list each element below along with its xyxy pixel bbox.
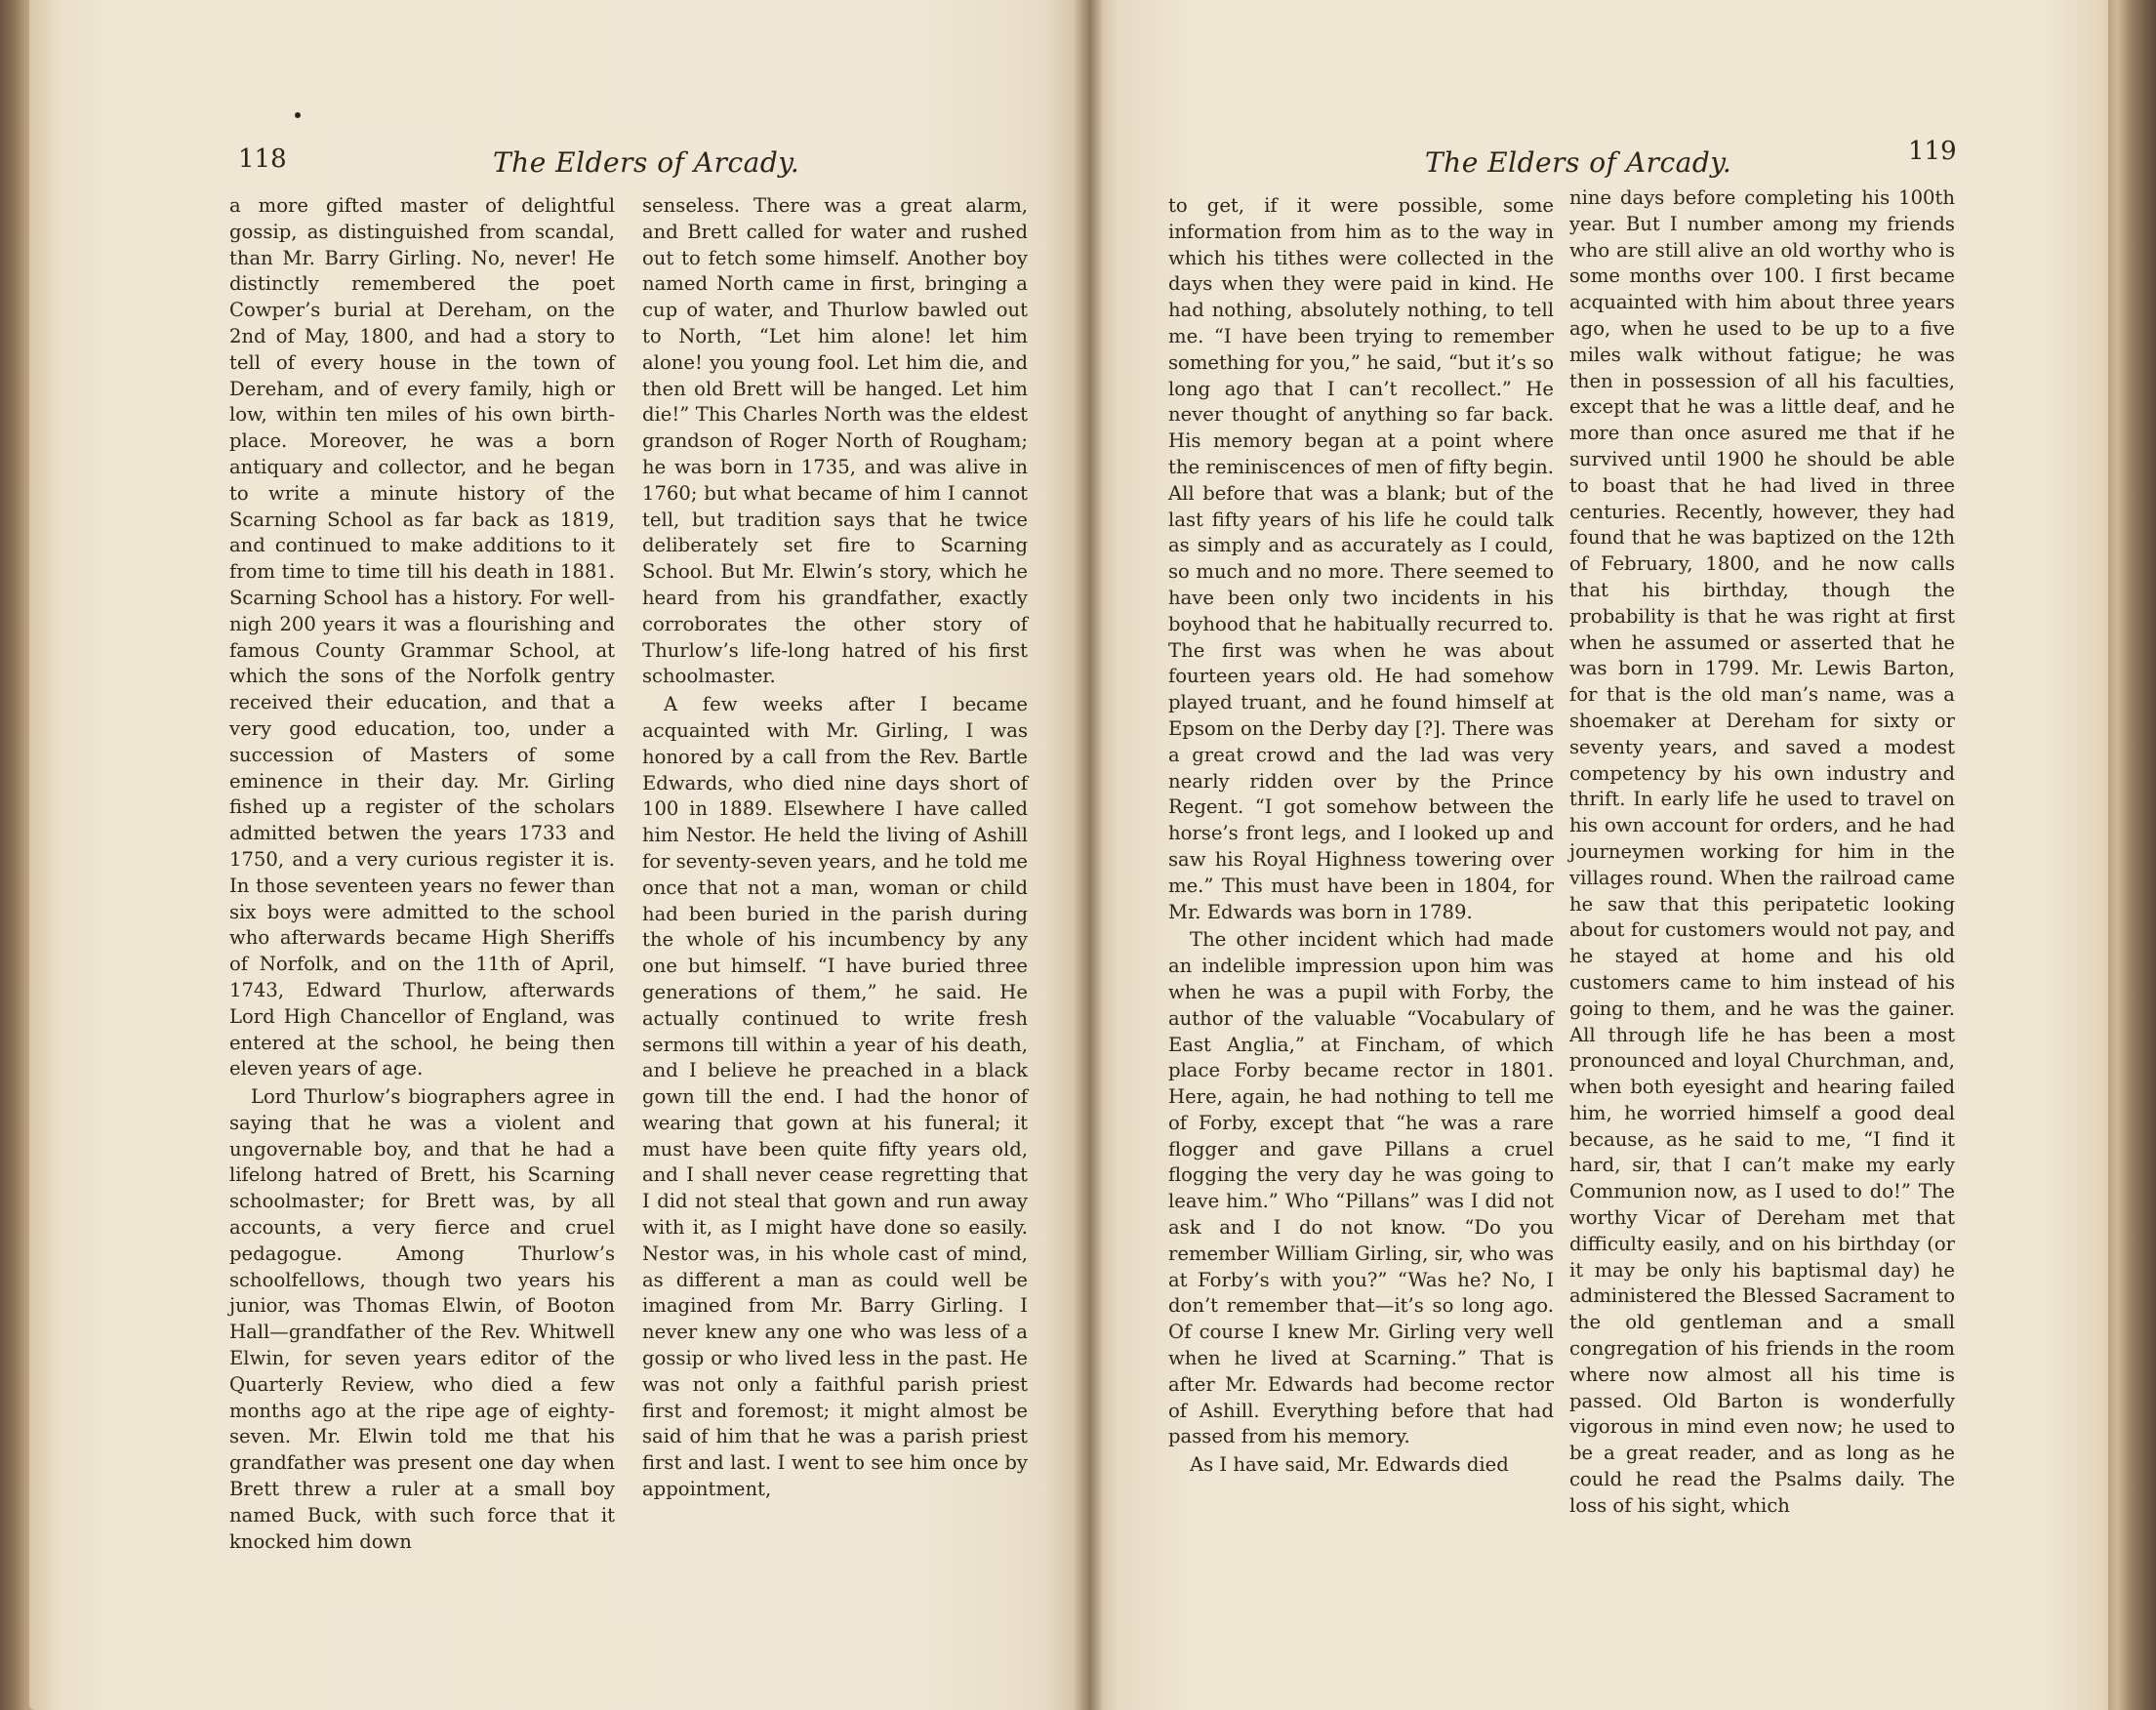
page-edges [2108, 0, 2156, 1710]
running-head-right: The Elders of Arcady. [1425, 146, 1732, 179]
paragraph: The other incident which had made an indelible impression upon him was when he was a pupil with Forby, the author of the valuable “Vocabulary of East Anglia,” at Fincham, of which place Forby became rector in 1801. Here, again, he had nothing to tell me of Forby, except that “he was a rare flogger and gave Pillans a cruel flogging the very day he was going to leave him.” Who “Pillans” was I did not ask and I do not know. “Do you remember William Girling, sir, who was at Forby’s with you?” “Was he? No, I don’t remember that—it’s so long ago. Of course I knew Mr. Girling very well when he lived at Scarning.” That is after Mr. Edwards had become rector of Ashill. Everything before that had passed from his memory. [1168, 928, 1554, 1448]
paragraph: A few weeks after I became acquainted with Mr. Girling, I was honored by a call from the Rev. Bartle Edwards, who died nine days short of 100 in 1889. Elsewhere I have called him Nestor. He held the living of Ashill for seventy-seven years, and he told me once that not a man, woman or child had been buried in the parish during the whole of his incumbency by any one but himself. “I have buried three generations of them,” he said. He actually continued to write fresh sermons till within a year of his death, and I believe he preached in a black gown till the end. I had the honor of wearing that gown at his funeral; it must have been quite fifty years old, and I shall never cease regretting that I did not steal that gown and run away with it, as I might have done so easily. Nestor was, in his whole cast of mind, as different a man as could well be imagined from Mr. Barry Girling. I never knew any one who was less of a gossip or who lived less in the past. He was not only a faithful parish priest first and foremost; it might almost be said of him that he was a parish priest first and last. I went to see him once by appointment, [642, 693, 1028, 1501]
page-number-right: 119 [1908, 137, 1957, 166]
ink-speck [295, 112, 301, 118]
right-column-2 [1569, 185, 1955, 1520]
running-head-left: The Elders of Arcady. [493, 146, 800, 179]
paragraph: Lord Thurlow’s biographers agree in saying that he was a violent and ungovernable boy, and that he had a lifelong hatred of Brett, his Scarning schoolmaster; for Brett was, by all accounts, a very fierce and cruel pedagogue. Among Thurlow’s schoolfellows, though two years his junior, was Thomas Elwin, of Booton Hall—grandfather of the Rev. Whitwell Elwin, for seven years editor of the Quarterly Review, who died a few months ago at the ripe age of eighty-seven. Mr. Elwin told me that his grandfather was present one day when Brett threw a ruler at a small boy named Buck, with such force that it knocked him down [229, 1085, 615, 1553]
paragraph: to get, if it were possible, some information from him as to the way in which his tithes were collected in the days when they were paid in kind. He had nothing, absolutely nothing, to tell me. “I have been trying to remember something for you,” he said, “but it’s so long ago that I can’t recollect.” He never thought of anything so far back. His memory began at a point where the reminiscences of men of fifty begin. All before that was a blank; but of the last fifty years of his life he could talk as simply and as accurately as I could, so much and no more. There seemed to have been only two incidents in his boyhood that he habitually recurred to. The first was when he was about fourteen years old. He had somehow played truant, and he found himself at Epsom on the Derby day [?]. There was a great crowd and the lad was very nearly ridden over by the Prince Regent. “I got somehow between the horse’s front legs, and I looked up and saw his Royal Highness towering over me.” This must have been in 1804, for Mr. Edwards was born in 1789. [1168, 194, 1554, 923]
paragraph: a more gifted master of delightful gossip, as distinguished from scandal, than Mr. Barry Girling. No, never! He distinctly remembered the poet Cowper’s burial at Dereham, on the 2nd of May, 1800, and had a story to tell of every house in the town of Dereham, and of every family, high or low, within ten miles of his own birth-place. Moreover, he was a born antiquary and collector, and he began to write a minute history of the Scarning School as far back as 1819, and continued to make additions to it from time to time till his death in 1881. Scarning School has a history. For well-nigh 200 years it was a flourishing and famous County Grammar School, at which the sons of the Norfolk gentry received their education, and that a very good education, too, under a succession of Masters of some eminence in their day. Mr. Girling fished up a register of the scholars admitted betwen the years 1733 and 1750, and a very curious register it is. In those seventeen years no fewer than six boys were admitted to the school who afterwards became High Sheriffs of Norfolk, and on the 11th of April, 1743, Edward Thurlow, afterwards Lord High Chancellor of England, was entered at the school, he being then eleven years of age. [229, 194, 615, 1080]
left-column-2 [642, 193, 1028, 1503]
book-gutter [1074, 0, 1103, 1710]
paragraph: nine days before completing his 100th year. But I number among my friends who are still alive an old worthy who is some months over 100. I first became acquainted with him about three years ago, when he used to be up to a five miles walk without fatigue; he was then in possession of all his faculties, except that he was a little deaf, and he more than once asured me that if he survived until 1900 he should be able to boast that he had lived in three centuries. Recently, however, they had found that he was baptized on the 12th of February, 1800, and he now calls that his birthday, though the probability is that he was right at first when he assumed or asserted that he was born in 1799. Mr. Lewis Barton, for that is the old man’s name, was a shoemaker at Dereham for sixty or seventy years, and saved a modest competency by his own industry and thrift. In early life he used to travel on his own account for orders, and he had journeymen working for him in the villages round. When the railroad came he saw that this peripatetic looking about for customers would not pay, and he stayed at home and his old customers came to him instead of his going to them, and he was the gainer. All through life he has been a most pronounced and loyal Churchman, and, when both eyesight and hearing failed him, he worried himself a good deal because, as he said to me, “I find it hard, sir, that I can’t make my early Communion now, as I used to do!” The worthy Vicar of Dereham met that difficulty easily, and on his birthday (or it may be only his baptismal day) he administered the Blessed Sacrament to the old gentleman and a small congregation of his friends in the room where now almost all his time is passed. Old Barton is wonderfully vigorous in mind even now; he used to be a great reader, and as long as he could he read the Psalms daily. The loss of his sight, which [1569, 186, 1955, 1517]
paragraph: As I have said, Mr. Edwards died [1190, 1453, 1509, 1477]
left-page [29, 0, 1088, 1710]
right-page [1088, 0, 2133, 1710]
paragraph: senseless. There was a great alarm, and Brett called for water and rushed out to fetch some himself. Another boy named North came in first, bringing a cup of water, and Thurlow bawled out to North, “Let him alone! let him alone! you young fool. Let him die, and then old Brett will be hanged. Let him die!” This Charles North was the eldest grandson of Roger North of Rougham; he was born in 1735, and was alive in 1760; but what became of him I cannot tell, but tradition says that he twice deliberately set fire to Scarning School. But Mr. Elwin’s story, which he heard from his grandfather, exactly corroborates the other story of Thurlow’s life-long hatred of his first schoolmaster. [642, 194, 1028, 688]
right-column-1 [1168, 193, 1554, 1479]
page-number-left: 118 [238, 144, 287, 174]
left-column-1 [229, 193, 615, 1555]
